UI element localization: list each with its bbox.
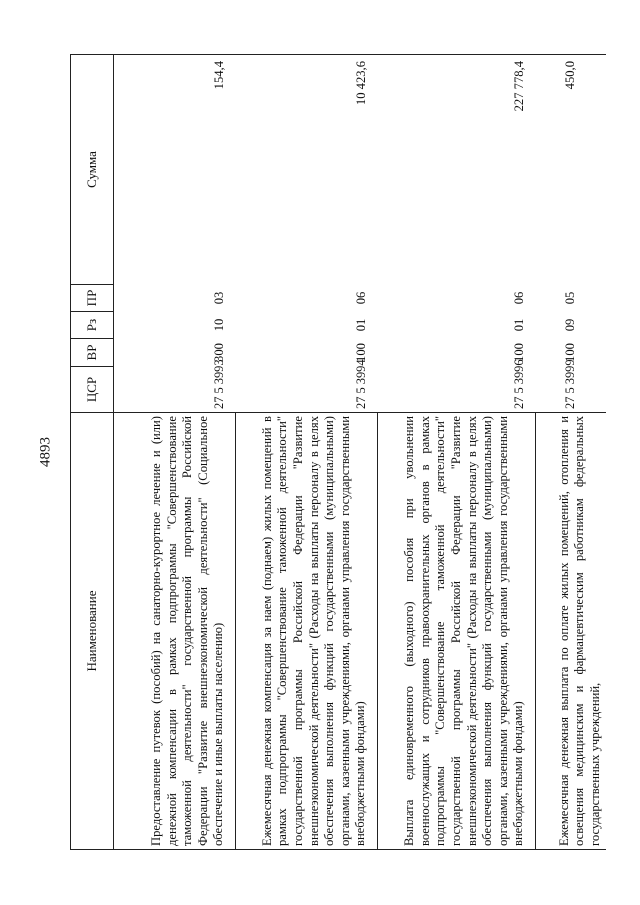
- row-csr: 27 5 3994: [353, 359, 368, 409]
- row-sum: 154,4: [114, 55, 236, 285]
- row-sum: 450,0: [536, 55, 606, 285]
- row-pr: 03: [211, 291, 226, 305]
- row-pr: 06: [353, 291, 368, 305]
- header-name: Наименование: [71, 413, 114, 850]
- header-rz: Рз: [71, 312, 114, 339]
- row-vr: 300: [211, 343, 226, 362]
- row-rz: 01: [511, 318, 526, 332]
- row-rz: 09: [562, 318, 577, 332]
- row-name: Ежемесячная денежная компенсация за наем (поднаем) жилых помещений в рамках подпрограммы "Совершенствование таможенной деятельности" государственной программы Российской Федерации "Развитие внешнеэкономической деятельности" (Расходы на выплаты персоналу в целях обеспечения выполнения функций государственными (муниципальными) органами, казенными учреждениями, органами управления государственными внебюджетными фондами): [236, 413, 378, 850]
- header-sum: Сумма: [71, 55, 114, 285]
- row-vr: 100: [353, 343, 368, 362]
- row-pr: 05: [562, 291, 577, 305]
- row-vr: 100: [511, 343, 526, 362]
- header-vr: ВР: [71, 339, 114, 367]
- row-csr: 27 5 3993: [211, 359, 226, 409]
- budget-table: [70, 54, 606, 850]
- rotated-table-container: [70, 55, 630, 850]
- row-name: Выплата единовременного (выходного) пособия при увольнении военнослужащих и сотрудников правоохранительных органов в рамках подпрограммы "Совершенствование таможенной деятельности" государственной программы Российской Федерации "Развитие внешнеэкономической деятельности" (Расходы на выплаты персоналу в целях обеспечения выполнения функций государственными (муниципальными) органами, казенными учреждениями, органами управления государственными внебюджетными фондами): [378, 413, 536, 850]
- table-row: [536, 55, 606, 850]
- row-name: Предоставление путевок (пособий) на санаторно-курортное лечение и (или) денежной компенсации в рамках подпрограммы "Совершенствование таможенной деятельности" государственной программы Российской Федерации "Развитие внешнеэкономической деятельности" (Социальное обеспечение и иные выплаты населению): [114, 413, 236, 850]
- table-row: [114, 55, 236, 850]
- row-csr: 27 5 3999: [562, 359, 577, 409]
- row-vr: 100: [562, 343, 577, 362]
- row-rz: 10: [211, 318, 226, 332]
- row-rz: 01: [353, 318, 368, 332]
- table-row: [236, 55, 378, 850]
- page-number: 4893: [37, 437, 54, 467]
- row-csr: 27 5 3996: [511, 359, 526, 409]
- header-pr: ПР: [71, 285, 114, 312]
- row-sum: 10 423,6: [236, 55, 378, 285]
- row-name: Ежемесячная денежная выплата по оплате жилых помещений, отопления и освещения медицинским и фармацевтическим работникам федеральных государственных учреждений,: [536, 413, 606, 850]
- table-row: [378, 55, 536, 850]
- row-sum: 227 778,4: [378, 55, 536, 285]
- header-csr: ЦСР: [71, 367, 114, 413]
- table-header-row: [71, 55, 114, 850]
- row-pr: 06: [511, 291, 526, 305]
